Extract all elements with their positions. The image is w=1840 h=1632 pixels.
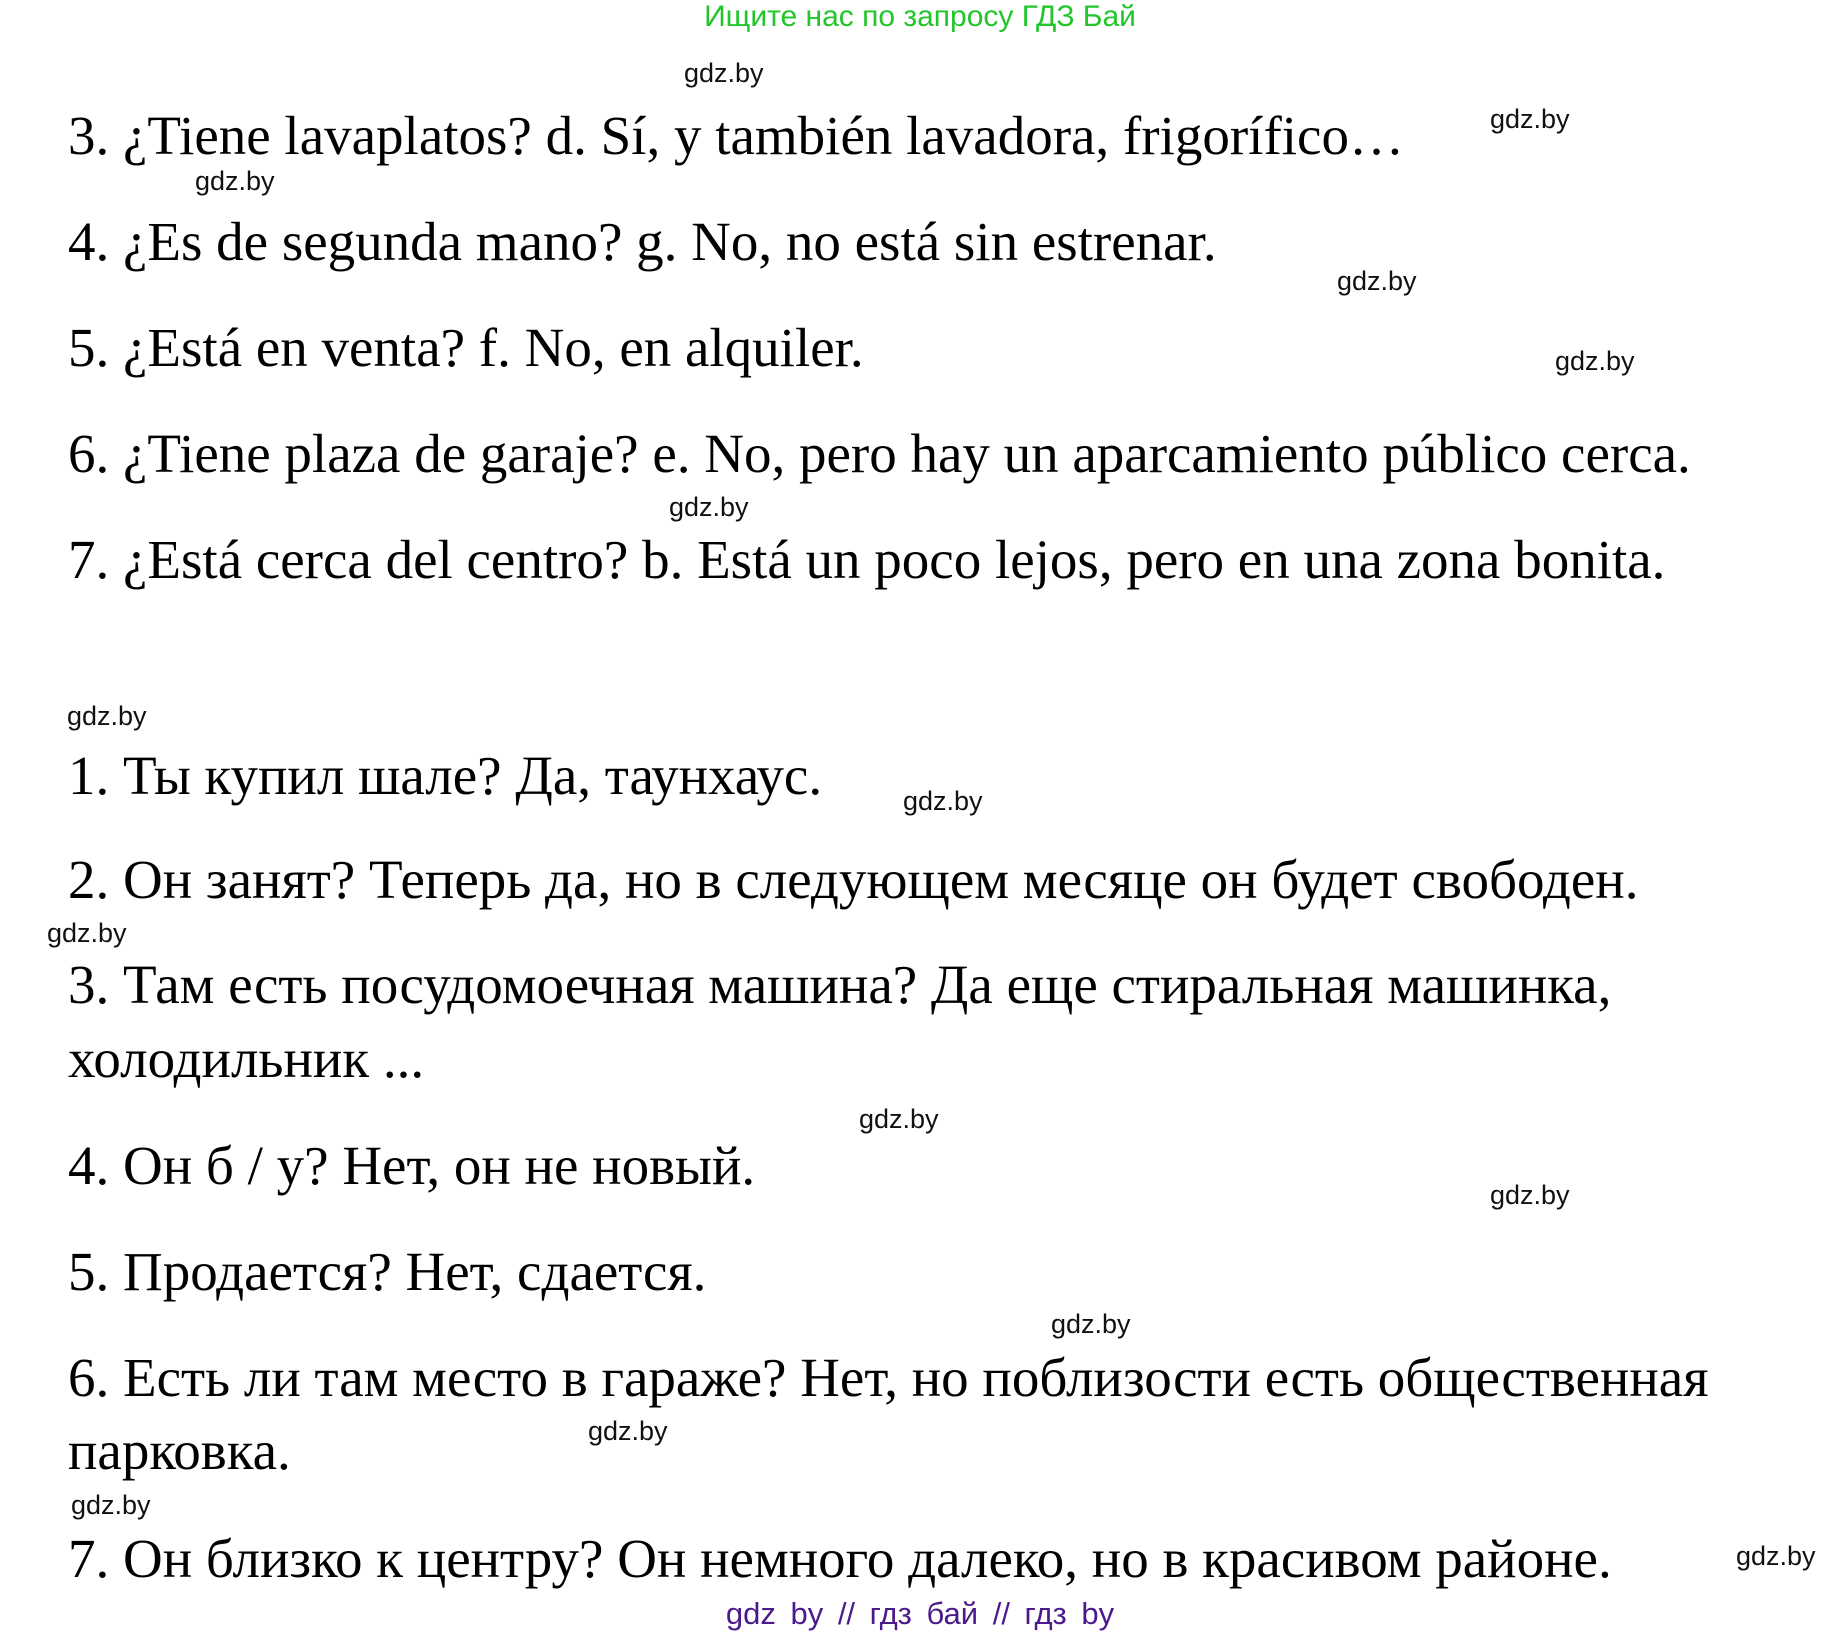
watermark: gdz.by (859, 1104, 939, 1134)
russian-translation-3-cont: холодильник ... (68, 1028, 425, 1089)
footer-watermark: gdz by // гдз бай // гдз by (725, 1596, 1115, 1631)
spanish-answer-5: 5. ¿Está en venta? f. No, en alquiler. (68, 317, 864, 378)
russian-translation-2: 2. Он занят? Теперь да, но в следующем месяце он будет свободен. (68, 849, 1639, 910)
watermark: gdz.by (1337, 266, 1417, 296)
russian-translation-4: 4. Он б / у? Нет, он не новый. (68, 1135, 756, 1196)
spanish-answer-6: 6. ¿Tiene plaza de garaje? e. No, pero hay un aparcamiento público cerca. (68, 423, 1691, 484)
watermark: gdz.by (67, 701, 147, 731)
watermark: gdz.by (684, 58, 764, 88)
watermark: gdz.by (588, 1416, 668, 1446)
spanish-answer-3: 3. ¿Tiene lavaplatos? d. Sí, y también lavadora, frigorífico… (68, 105, 1404, 166)
russian-translation-1: 1. Ты купил шале? Да, таунхаус. (68, 745, 823, 806)
spanish-answer-4: 4. ¿Es de segunda mano? g. No, no está sin estrenar. (68, 211, 1217, 272)
watermark: gdz.by (1490, 104, 1570, 134)
watermark: gdz.by (1736, 1541, 1816, 1571)
watermark: gdz.by (1051, 1309, 1131, 1339)
russian-translation-5: 5. Продается? Нет, сдается. (68, 1241, 707, 1302)
watermark: gdz.by (71, 1490, 151, 1520)
russian-translation-6-cont: парковка. (68, 1420, 291, 1481)
russian-translation-7: 7. Он близко к центру? Он немного далеко, но в красивом районе. (68, 1528, 1612, 1589)
watermark: gdz.by (903, 786, 983, 816)
watermark: gdz.by (669, 492, 749, 522)
watermark: gdz.by (1490, 1180, 1570, 1210)
watermark: gdz.by (195, 166, 275, 196)
watermark: gdz.by (47, 918, 127, 948)
search-hint-header: Ищите нас по запросу ГДЗ Бай (704, 0, 1136, 33)
russian-translation-3: 3. Там есть посудомоечная машина? Да еще стиральная машинка, (68, 954, 1612, 1015)
spanish-answer-7: 7. ¿Está cerca del centro? b. Está un poco lejos, pero en una zona bonita. (68, 529, 1666, 590)
watermark: gdz.by (1555, 346, 1635, 376)
russian-translation-6: 6. Есть ли там место в гараже? Нет, но поблизости есть общественная (68, 1347, 1709, 1408)
